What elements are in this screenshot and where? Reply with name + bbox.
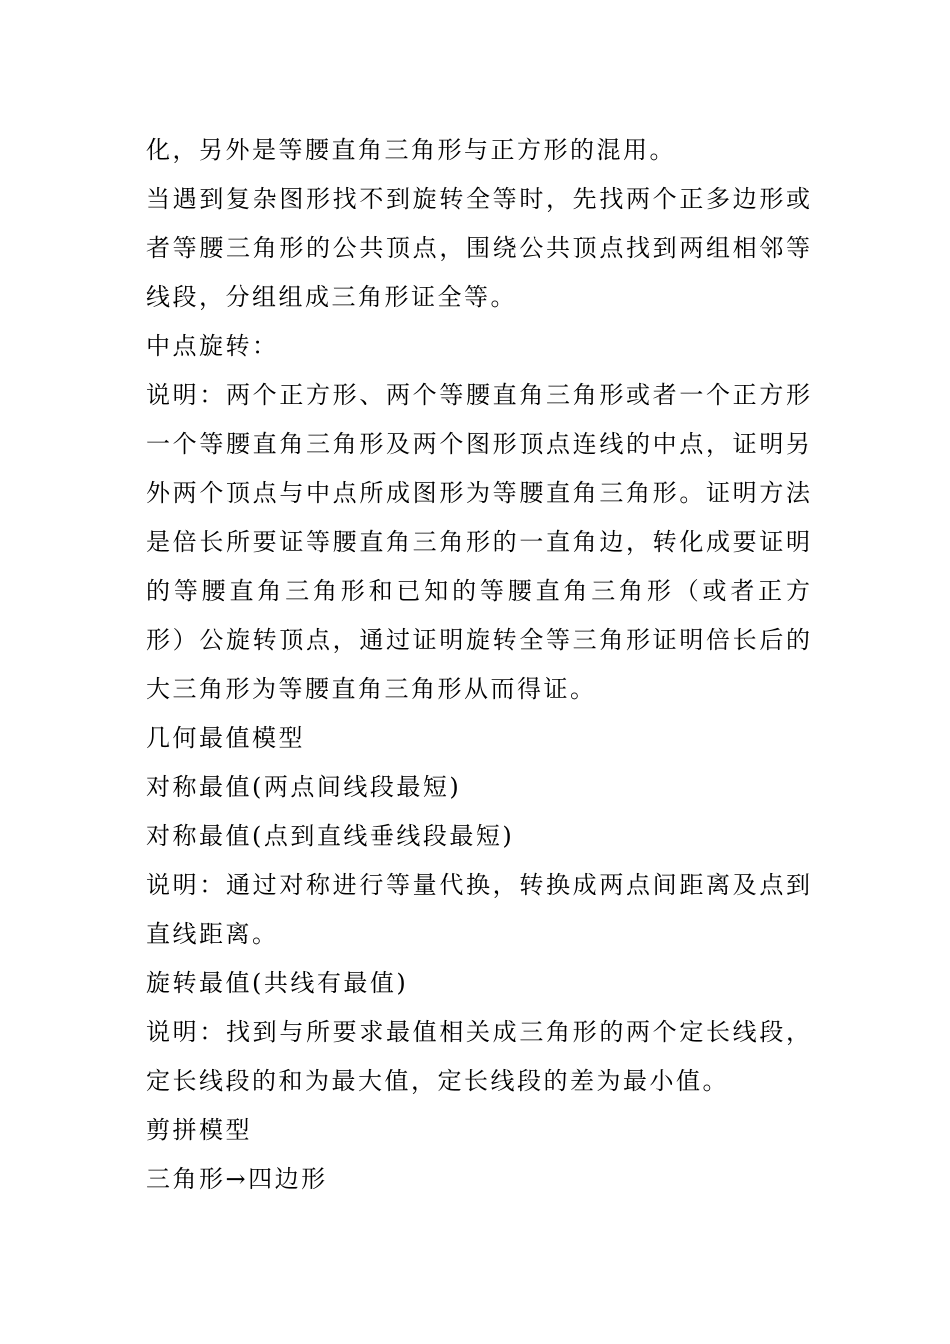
- section-heading: 几何最值模型: [146, 724, 305, 752]
- subsection-heading: 旋转最值(共线有最值): [146, 969, 409, 997]
- text-line: 说明：找到与所要求最值相关成三角形的两个定长线段，: [146, 1018, 810, 1046]
- text-line: 者等腰三角形的公共顶点，围绕公共顶点找到两组相邻等: [146, 234, 810, 262]
- text-line: 说明：通过对称进行等量代换，转换成两点间距离及点到: [146, 871, 810, 899]
- text-line: 形）公旋转顶点，通过证明旋转全等三角形证明倍长后的: [146, 626, 810, 654]
- text-line: 一个等腰直角三角形及两个图形顶点连线的中点，证明另: [146, 430, 810, 458]
- text-line: 当遇到复杂图形找不到旋转全等时，先找两个正多边形或: [146, 185, 810, 213]
- text-line: 外两个顶点与中点所成图形为等腰直角三角形。证明方法: [146, 479, 810, 507]
- section-heading: 剪拼模型: [146, 1116, 252, 1144]
- subsection-heading: 三角形→四边形: [146, 1165, 328, 1193]
- text-line: 定长线段的和为最大值，定长线段的差为最小值。: [146, 1067, 729, 1095]
- text-line: 线段，分组组成三角形证全等。: [146, 283, 517, 311]
- text-line: 是倍长所要证等腰直角三角形的一直角边，转化成要证明: [146, 528, 810, 556]
- text-line: 直线距离。: [146, 920, 279, 948]
- text-line: 的等腰直角三角形和已知的等腰直角三角形（或者正方: [146, 577, 810, 605]
- text-line: 化，另外是等腰直角三角形与正方形的混用。: [146, 136, 676, 164]
- subsection-heading: 对称最值(点到直线垂线段最短): [146, 822, 515, 850]
- document-body: [146, 126, 810, 1204]
- text-line: 说明：两个正方形、两个等腰直角三角形或者一个正方形: [146, 381, 810, 409]
- text-line: 大三角形为等腰直角三角形从而得证。: [146, 675, 597, 703]
- section-heading: 中点旋转：: [146, 332, 279, 360]
- subsection-heading: 对称最值(两点间线段最短): [146, 773, 462, 801]
